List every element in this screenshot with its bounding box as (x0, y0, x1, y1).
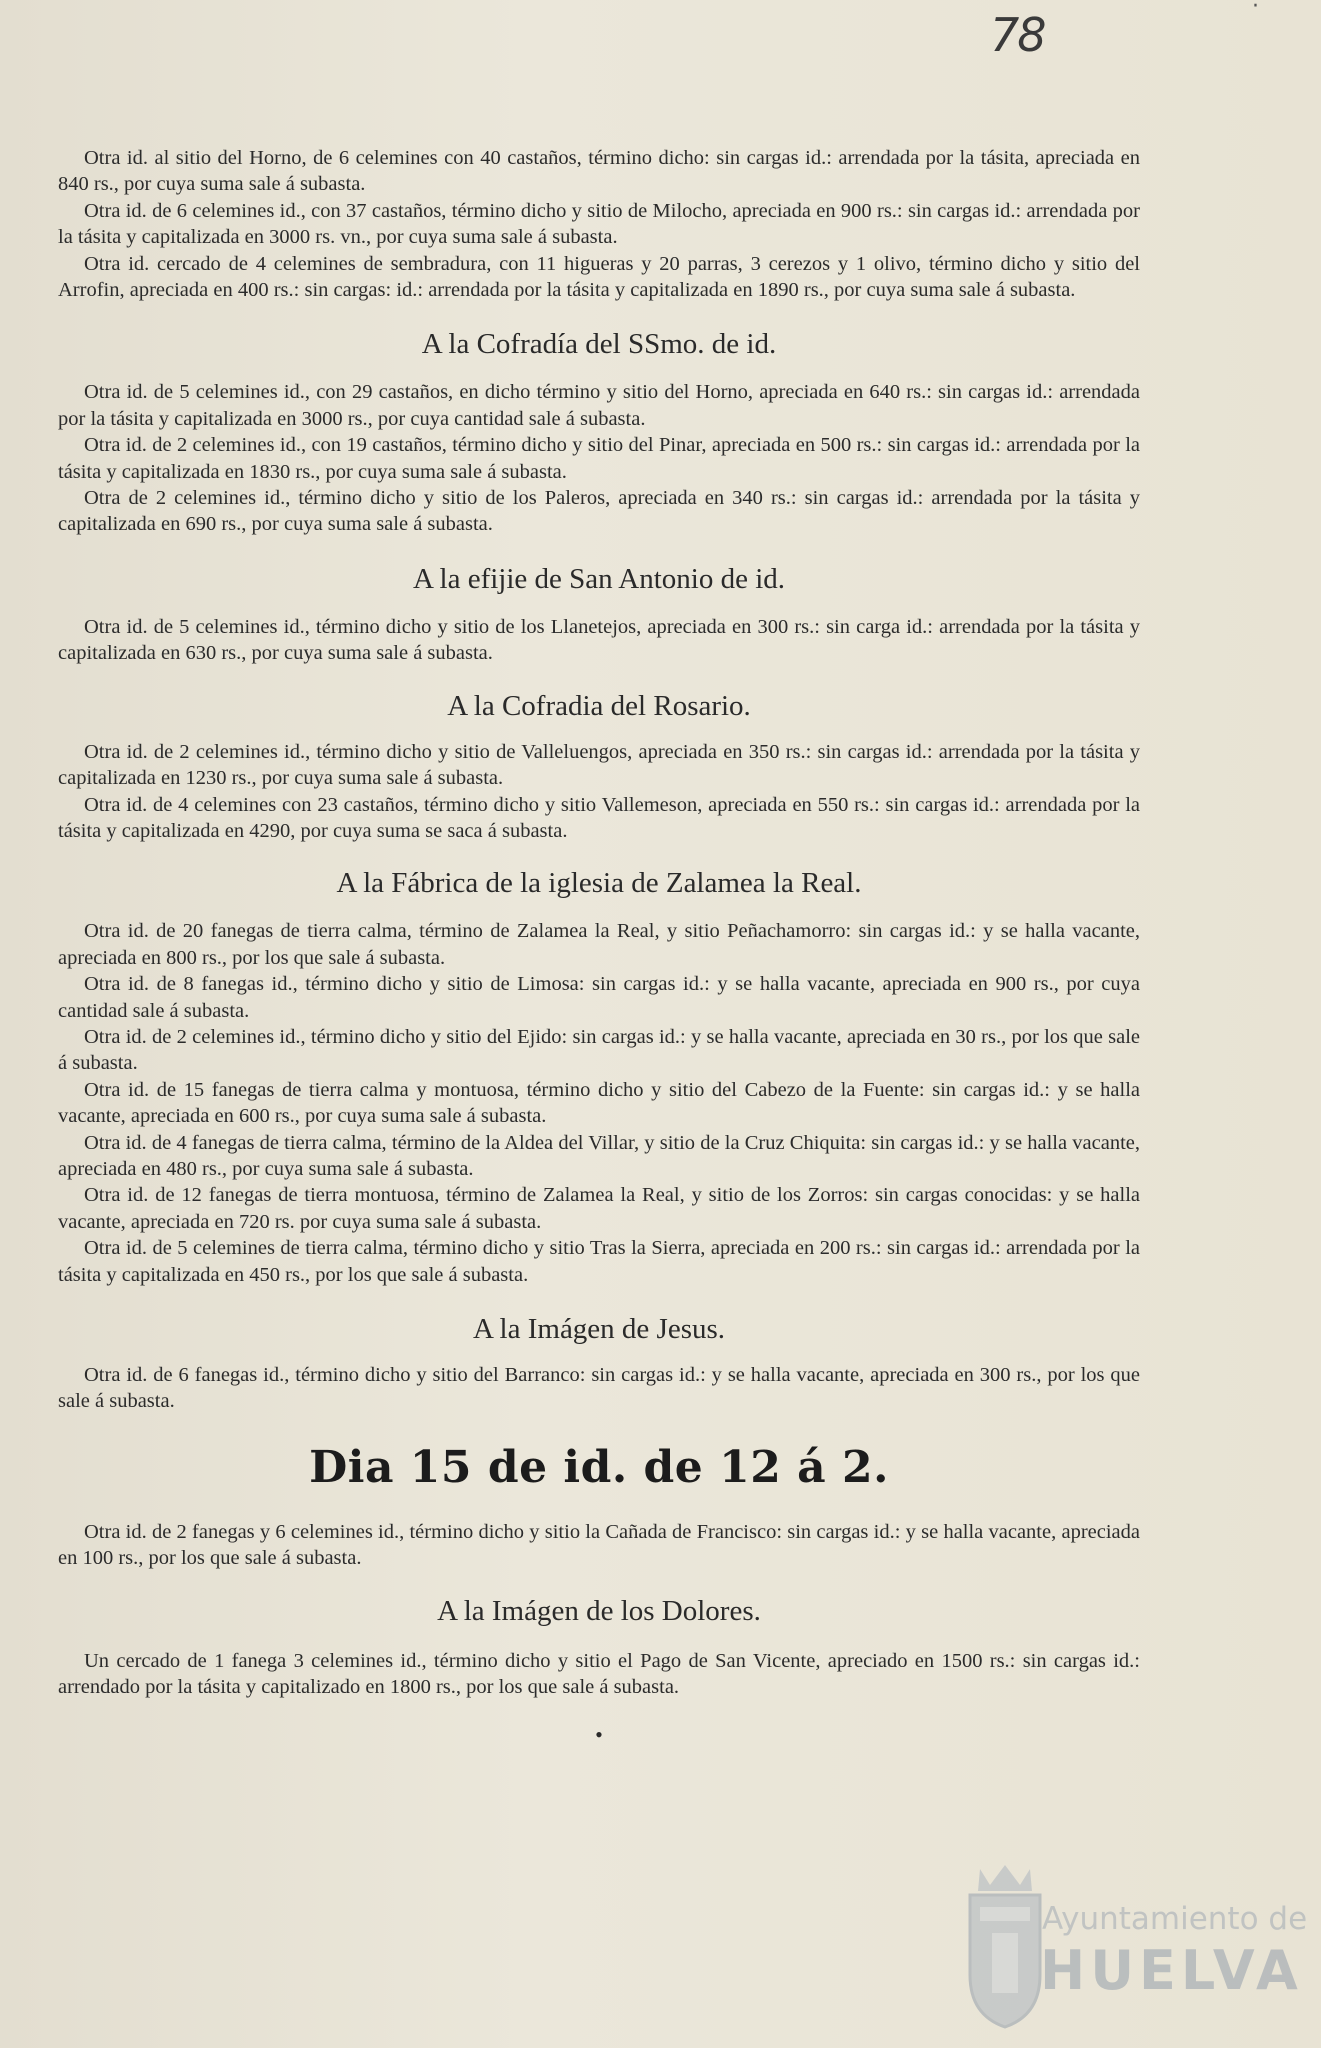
section-heading: A la Imágen de los Dolores. (437, 1594, 761, 1627)
paragraph: Otra id. de 15 fanegas de tierra calma y montuosa, término dicho y sitio del Cabezo de la Fuente: sin cargas id.: y se halla vacante, apreciada en 600 rs., por cuya suma sale á subasta. (58, 1078, 1140, 1128)
section-heading: A la efijie de San Antonio de id. (412, 562, 786, 595)
paragraph: Otra id. al sitio del Horno, de 6 celemines con 40 castaños, término dicho: sin cargas id.: arrendada por la tásita, apreciada en 840 rs., por cuya suma sale á subasta. (58, 147, 1140, 196)
paragraph: Otra id. de 12 fanegas de tierra montuosa, término de Zalamea la Real, y sitio de los Zorros: sin cargas conocidas: y se halla vacante, apreciada en 720 rs. por cuya suma sale á subasta. (58, 1184, 1140, 1233)
paragraph: Otra id. de 4 celemines con 23 castaños, término dicho y sitio Vallemeson, apreciada en 550 rs.: sin cargas id.: arrendada por la tásita y capitalizada en 4290, por cuya suma se saca á subasta. (58, 793, 1140, 842)
section-imagen-jesus (58, 1312, 1140, 1415)
paragraph: Otra id. de 6 fanegas id., término dicho y sitio del Barranco: sin cargas id.: y se halla vacante, apreciada en 300 rs., por los que sale á subasta. (58, 1364, 1140, 1413)
section-imagen-dolores (58, 1594, 1140, 1701)
section-heading: A la Cofradia del Rosario. (447, 689, 751, 722)
section-cofradia-ssmo (58, 327, 1140, 537)
paragraph: Otra id. de 5 celemines id., con 29 castaños, en dicho término y sitio del Horno, apreciada en 640 rs.: sin cargas id.: arrendada por la tásita y capitalizada en 3000 rs., por cuya cantidad sale á subasta. (58, 381, 1140, 430)
paragraph: Otra id. de 2 celemines id., con 19 castaños, término dicho y sitio del Pinar, apreciada en 500 rs.: sin cargas id.: arrendada por la tásita y capitalizada en 1830 rs., por cuya suma sale á subasta. (58, 434, 1140, 483)
paragraph: Otra id. de 2 celemines id., término dicho y sitio de Valleluengos, apreciada en 350 rs.: sin cargas id.: arrendada por la tásita y capitalizada en 1230 rs., por cuya suma sale á subasta. (58, 740, 1140, 790)
paragraph: Otra id. de 6 celemines id., con 37 castaños, término dicho y sitio de Milocho, apreciada en 900 rs.: sin cargas id.: arrendada por la tásita y capitalizada en 3000 rs. vn., por cuya suma sale á subasta. (58, 199, 1140, 249)
paragraph: Otra id. de 5 celemines de tierra calma, término dicho y sitio Tras la Sierra, apreciada en 200 rs.: sin cargas id.: arrendada por la tásita y capitalizada en 450 rs., por los que sale á subasta. (58, 1237, 1140, 1286)
section-heading: A la Fábrica de la iglesia de Zalamea la Real. (336, 867, 862, 900)
section-intro (58, 145, 1140, 303)
section-heading: A la Imágen de Jesus. (472, 1313, 726, 1345)
paragraph: Otra de 2 celemines id., término dicho y sitio de los Paleros, apreciada en 340 rs.: sin cargas id.: arrendada por la tásita y capitalizada en 690 rs., por cuya suma sale á subasta. (58, 487, 1140, 536)
paragraph: Otra id. de 20 fanegas de tierra calma, término de Zalamea la Real, y sitio Peñachamorro: sin cargas id.: y se halla vacante, apreciada en 800 rs., por los que sale á subasta. (58, 920, 1140, 969)
paragraph: Otra id. de 8 fanegas id., término dicho y sitio de Limosa: sin cargas id.: y se halla vacante, apreciada en 900 rs., por cuya cantidad sale á subasta. (58, 973, 1140, 1022)
paragraph: Un cercado de 1 fanega 3 celemines id., término dicho y sitio el Pago de San Vicente, apreciado en 1500 rs.: sin cargas id.: arrendado por la tásita y capitalizado en 1800 rs., por los que sale á subasta. (58, 1649, 1140, 1699)
closing-dot: • (595, 1722, 603, 1748)
corner-mark: · (1252, 0, 1259, 19)
section-rosario (58, 689, 1140, 845)
paragraph: Otra id. de 4 fanegas de tierra calma, término de la Aldea del Villar, y sitio de la Cruz Chiquita: sin cargas id.: y se halla vacante, apreciada en 480 rs., por cuya suma sale á subasta. (58, 1131, 1140, 1180)
page-number: 78 (990, 8, 1045, 62)
seal-text-line2: HUELVA (1040, 1939, 1303, 2002)
paragraph: Otra id. de 2 fanegas y 6 celemines id., término dicho y sitio la Cañada de Francisco: sin cargas id.: y se halla vacante, apreciada en 100 rs., por los que sale á subasta. (58, 1520, 1140, 1570)
section-san-antonio (58, 562, 1140, 667)
paragraph: Otra id. de 5 celemines id., término dicho y sitio de los Llanetejos, apreciada en 300 rs.: sin carga id.: arrendada por la tásita y capitalizada en 630 rs., por cuya suma sale á subasta. (58, 615, 1140, 665)
paragraph: Otra id. cercado de 4 celemines de sembradura, con 11 higueras y 20 parras, 3 cerezos y 1 olivo, término dicho y sitio del Arrofin, apreciada en 400 rs.: sin cargas: id.: arrendada por la tásita y capitalizada en 1890 rs., por cuya suma sale á subasta. (58, 252, 1140, 302)
paragraph: Otra id. de 2 celemines id., término dicho y sitio del Ejido: sin cargas id.: y se halla vacante, apreciada en 30 rs., por los que sale á subasta. (58, 1025, 1140, 1075)
seal-text-line1: Ayuntamiento de (1042, 1901, 1308, 1937)
document-body (58, 145, 1140, 1746)
archive-seal (940, 1855, 1308, 2035)
section-after-date (58, 1519, 1140, 1572)
section-heading: A la Cofradía del SSmo. de id. (421, 328, 777, 361)
section-fabrica-zalamea (58, 866, 1140, 1288)
date-heading: Dia 15 de id. de 12 á 2. (309, 1441, 889, 1493)
